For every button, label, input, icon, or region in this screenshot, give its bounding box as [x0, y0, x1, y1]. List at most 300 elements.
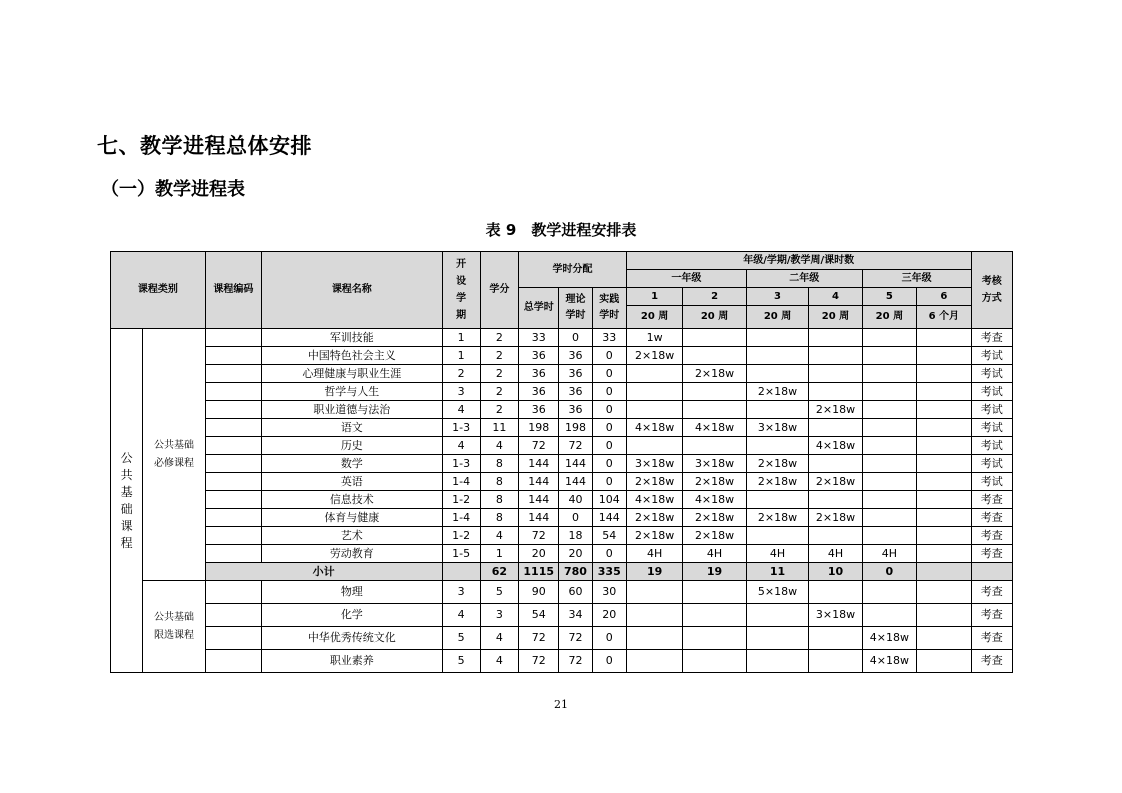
header-category: 课程类别: [111, 252, 206, 329]
header-total-hours: 总学时: [519, 288, 559, 329]
cell-s1: [626, 383, 682, 401]
cell-total: 144: [519, 491, 559, 509]
cell-s6: [917, 527, 971, 545]
cell-credit: 2: [480, 347, 518, 365]
cell-s2: [683, 604, 746, 627]
header-semester-6: 6: [917, 288, 971, 306]
course-code-cell: [205, 604, 261, 627]
header-semester-4: 4: [809, 288, 862, 306]
cell-total: 72: [519, 437, 559, 455]
cell-theory: 72: [559, 437, 592, 455]
cell-total: 20: [519, 545, 559, 563]
cell-credit: 1: [480, 545, 518, 563]
cell-term: 1-4: [442, 509, 480, 527]
cell-s2: [683, 383, 746, 401]
cell-s6: [917, 383, 971, 401]
cell-assess: 考试: [971, 419, 1012, 437]
cell-credit: 4: [480, 527, 518, 545]
course-code-cell: [205, 581, 261, 604]
cell-practice: 0: [592, 401, 626, 419]
cell-s1: [626, 604, 682, 627]
cell-practice: 0: [592, 365, 626, 383]
table-header: [111, 252, 1013, 329]
cell-s5: [862, 581, 916, 604]
cell-assess: 考试: [971, 473, 1012, 491]
cell-s5: [862, 383, 916, 401]
table-row: [111, 419, 1013, 437]
cell-s5: [862, 401, 916, 419]
cell-s6: [917, 509, 971, 527]
cell-s2: 2×18w: [683, 473, 746, 491]
cell-term: 1-2: [442, 527, 480, 545]
cell-s6: [917, 329, 971, 347]
header-weeks-1: 20 周: [626, 306, 682, 329]
cell-theory: 144: [559, 455, 592, 473]
cell-practice: 0: [592, 383, 626, 401]
course-code-cell: [205, 491, 261, 509]
cell-s1: 4×18w: [626, 491, 682, 509]
cell-s5: [862, 473, 916, 491]
cell-s6: [917, 604, 971, 627]
cell-s2: [683, 437, 746, 455]
cell-term: 1-3: [442, 455, 480, 473]
table-row: [111, 383, 1013, 401]
cell-theory: 60: [559, 581, 592, 604]
course-code-cell: [205, 473, 261, 491]
course-code-cell: [205, 437, 261, 455]
course-name-cell: 心理健康与职业生涯: [262, 365, 442, 383]
cell-theory: 18: [559, 527, 592, 545]
cell-s2: 4×18w: [683, 419, 746, 437]
header-semester-3: 3: [746, 288, 808, 306]
cell-s3: 5×18w: [746, 581, 808, 604]
cell-theory: 36: [559, 365, 592, 383]
header-semester-2: 2: [683, 288, 746, 306]
cell-practice: 0: [592, 627, 626, 650]
cell-s2: [683, 347, 746, 365]
cell-s2: [683, 650, 746, 673]
header-year3: 三年级: [862, 270, 971, 288]
cell-credit: 2: [480, 383, 518, 401]
course-name-cell: 英语: [262, 473, 442, 491]
cell-s3: 2×18w: [746, 383, 808, 401]
cell-s3: 4H: [746, 545, 808, 563]
cell-credit: 2: [480, 365, 518, 383]
header-weeks-5: 20 周: [862, 306, 916, 329]
cell-total: 72: [519, 650, 559, 673]
cell-s6: [917, 419, 971, 437]
cell-total: 144: [519, 473, 559, 491]
cell-term: 3: [442, 383, 480, 401]
cell-credit: 3: [480, 604, 518, 627]
header-semester-5: 5: [862, 288, 916, 306]
cell-s4: 4H: [809, 545, 862, 563]
subtotal-s6: [917, 563, 971, 581]
subtotal-practice: 335: [592, 563, 626, 581]
course-name-cell: 劳动教育: [262, 545, 442, 563]
subtotal-credit: 62: [480, 563, 518, 581]
header-hours-distribution: 学时分配: [519, 252, 627, 288]
cell-s5: [862, 437, 916, 455]
cell-s6: [917, 473, 971, 491]
cell-practice: 0: [592, 455, 626, 473]
cell-s3: [746, 329, 808, 347]
cell-s1: 3×18w: [626, 455, 682, 473]
subtotal-s4: 10: [809, 563, 862, 581]
cell-s3: [746, 650, 808, 673]
table-row: [111, 581, 1013, 604]
cell-s5: [862, 365, 916, 383]
table-row: [111, 347, 1013, 365]
header-weeks-2: 20 周: [683, 306, 746, 329]
cell-s5: [862, 527, 916, 545]
cell-assess: 考试: [971, 383, 1012, 401]
cell-s1: 4×18w: [626, 419, 682, 437]
cell-s1: [626, 627, 682, 650]
subtotal-s1: 19: [626, 563, 682, 581]
cell-assess: 考查: [971, 650, 1012, 673]
table-row: [111, 509, 1013, 527]
header-year1: 一年级: [626, 270, 746, 288]
course-code-cell: [205, 650, 261, 673]
cell-s2: [683, 401, 746, 419]
cell-s3: [746, 527, 808, 545]
cell-assess: 考查: [971, 509, 1012, 527]
table-row: [111, 627, 1013, 650]
course-name-cell: 艺术: [262, 527, 442, 545]
cell-theory: 72: [559, 627, 592, 650]
course-code-cell: [205, 401, 261, 419]
cell-assess: 考查: [971, 491, 1012, 509]
table-row: [111, 437, 1013, 455]
cell-theory: 36: [559, 383, 592, 401]
cell-s2: [683, 581, 746, 604]
cell-s4: [809, 347, 862, 365]
cell-theory: 40: [559, 491, 592, 509]
header-code: 课程编码: [205, 252, 261, 329]
cell-credit: 8: [480, 491, 518, 509]
page-number: 21: [554, 698, 568, 711]
cell-s3: [746, 604, 808, 627]
header-weeks-4: 20 周: [809, 306, 862, 329]
course-name-cell: 信息技术: [262, 491, 442, 509]
cell-term: 1-5: [442, 545, 480, 563]
cell-practice: 144: [592, 509, 626, 527]
cell-s6: [917, 545, 971, 563]
cell-s6: [917, 491, 971, 509]
cell-s4: 2×18w: [809, 509, 862, 527]
subcategory-restricted-elective: 公共基础限选课程: [143, 581, 205, 673]
cell-s5: 4H: [862, 545, 916, 563]
cell-term: 4: [442, 604, 480, 627]
cell-credit: 4: [480, 650, 518, 673]
course-name-cell: 化学: [262, 604, 442, 627]
cell-s4: [809, 627, 862, 650]
subtotal-s5: 0: [862, 563, 916, 581]
subtotal-term: [442, 563, 480, 581]
cell-s4: 4×18w: [809, 437, 862, 455]
table-row: [111, 455, 1013, 473]
table-row: [111, 329, 1013, 347]
cell-s4: 3×18w: [809, 604, 862, 627]
cell-term: 5: [442, 650, 480, 673]
cell-s2: [683, 329, 746, 347]
cell-s5: [862, 509, 916, 527]
course-code-cell: [205, 545, 261, 563]
cell-s4: [809, 419, 862, 437]
cell-s5: [862, 329, 916, 347]
course-name-cell: 语文: [262, 419, 442, 437]
cell-credit: 8: [480, 473, 518, 491]
header-assessment: 考核方式: [971, 252, 1012, 329]
cell-theory: 0: [559, 509, 592, 527]
header-weeks-6: 6 个月: [917, 306, 971, 329]
cell-term: 4: [442, 401, 480, 419]
cell-s2: 3×18w: [683, 455, 746, 473]
cell-s5: 4×18w: [862, 627, 916, 650]
course-code-cell: [205, 347, 261, 365]
subcategory-required: 公共基础必修课程: [143, 329, 205, 581]
subtotal-label: 小计: [205, 563, 442, 581]
cell-term: 1-2: [442, 491, 480, 509]
cell-assess: 考查: [971, 581, 1012, 604]
cell-s3: 2×18w: [746, 455, 808, 473]
cell-credit: 8: [480, 509, 518, 527]
course-code-cell: [205, 419, 261, 437]
cell-term: 3: [442, 581, 480, 604]
cell-s1: [626, 581, 682, 604]
subtotal-theory: 780: [559, 563, 592, 581]
cell-total: 54: [519, 604, 559, 627]
cell-credit: 8: [480, 455, 518, 473]
cell-s1: 2×18w: [626, 473, 682, 491]
header-practice-hours: 实践学时: [592, 288, 626, 329]
cell-practice: 0: [592, 437, 626, 455]
cell-s5: [862, 455, 916, 473]
cell-s4: [809, 383, 862, 401]
cell-total: 36: [519, 365, 559, 383]
course-code-cell: [205, 509, 261, 527]
cell-s3: [746, 347, 808, 365]
cell-s2: 2×18w: [683, 365, 746, 383]
cell-total: 36: [519, 383, 559, 401]
teaching-schedule-table: [110, 251, 1013, 673]
course-name-cell: 军训技能: [262, 329, 442, 347]
cell-assess: 考试: [971, 365, 1012, 383]
header-schedule: 年级/学期/教学周/课时数: [626, 252, 971, 270]
table-body: [111, 329, 1013, 673]
cell-total: 36: [519, 401, 559, 419]
cell-term: 4: [442, 437, 480, 455]
cell-s1: 2×18w: [626, 347, 682, 365]
cell-s2: [683, 627, 746, 650]
cell-practice: 0: [592, 650, 626, 673]
header-term: 开设学期: [442, 252, 480, 329]
cell-term: 5: [442, 627, 480, 650]
cell-total: 72: [519, 627, 559, 650]
course-name-cell: 物理: [262, 581, 442, 604]
cell-total: 90: [519, 581, 559, 604]
cell-s2: 4×18w: [683, 491, 746, 509]
cell-s1: [626, 365, 682, 383]
cell-term: 1: [442, 329, 480, 347]
cell-s4: [809, 491, 862, 509]
course-name-cell: 数学: [262, 455, 442, 473]
table-row: [111, 604, 1013, 627]
cell-s1: 2×18w: [626, 509, 682, 527]
course-name-cell: 哲学与人生: [262, 383, 442, 401]
header-credit: 学分: [480, 252, 518, 329]
cell-s6: [917, 581, 971, 604]
cell-assess: 考查: [971, 627, 1012, 650]
cell-theory: 36: [559, 401, 592, 419]
cell-s3: [746, 401, 808, 419]
cell-total: 72: [519, 527, 559, 545]
table-caption: 表 9 教学进程安排表: [485, 221, 637, 239]
course-code-cell: [205, 455, 261, 473]
cell-s6: [917, 650, 971, 673]
header-semester-1: 1: [626, 288, 682, 306]
cell-s4: [809, 581, 862, 604]
cell-total: 198: [519, 419, 559, 437]
table-row: [111, 650, 1013, 673]
course-code-cell: [205, 527, 261, 545]
cell-s3: [746, 627, 808, 650]
cell-s1: [626, 650, 682, 673]
cell-s1: 1w: [626, 329, 682, 347]
cell-term: 1: [442, 347, 480, 365]
cell-term: 2: [442, 365, 480, 383]
cell-theory: 144: [559, 473, 592, 491]
cell-total: 144: [519, 455, 559, 473]
cell-practice: 0: [592, 473, 626, 491]
cell-s6: [917, 437, 971, 455]
section-title: 七、教学进程总体安排: [97, 134, 312, 158]
cell-credit: 11: [480, 419, 518, 437]
cell-theory: 36: [559, 347, 592, 365]
cell-s2: 4H: [683, 545, 746, 563]
cell-s3: [746, 437, 808, 455]
cell-credit: 4: [480, 437, 518, 455]
cell-assess: 考查: [971, 527, 1012, 545]
header-name: 课程名称: [262, 252, 442, 329]
subtotal-total: 1115: [519, 563, 559, 581]
subtotal-row: [111, 563, 1013, 581]
cell-assess: 考试: [971, 455, 1012, 473]
cell-theory: 72: [559, 650, 592, 673]
cell-practice: 20: [592, 604, 626, 627]
cell-practice: 0: [592, 545, 626, 563]
table-row: [111, 491, 1013, 509]
cell-total: 144: [519, 509, 559, 527]
cell-s3: [746, 491, 808, 509]
subsection-title: （一）教学进程表: [101, 179, 245, 200]
cell-s3: 2×18w: [746, 509, 808, 527]
course-name-cell: 中国特色社会主义: [262, 347, 442, 365]
header-year2: 二年级: [746, 270, 862, 288]
header-theory-hours: 理论学时: [559, 288, 592, 329]
table-row: [111, 473, 1013, 491]
cell-s1: 2×18w: [626, 527, 682, 545]
cell-s6: [917, 627, 971, 650]
cell-assess: 考试: [971, 437, 1012, 455]
header-weeks-3: 20 周: [746, 306, 808, 329]
cell-s4: 2×18w: [809, 473, 862, 491]
cell-assess: 考试: [971, 347, 1012, 365]
cell-s3: 3×18w: [746, 419, 808, 437]
subtotal-s2: 19: [683, 563, 746, 581]
cell-assess: 考查: [971, 604, 1012, 627]
cell-s3: 2×18w: [746, 473, 808, 491]
course-code-cell: [205, 329, 261, 347]
cell-theory: 0: [559, 329, 592, 347]
table-row: [111, 401, 1013, 419]
course-code-cell: [205, 383, 261, 401]
cell-assess: 考试: [971, 401, 1012, 419]
cell-s1: [626, 401, 682, 419]
cell-s2: 2×18w: [683, 509, 746, 527]
cell-s2: 2×18w: [683, 527, 746, 545]
table-row: [111, 527, 1013, 545]
cell-s3: [746, 365, 808, 383]
cell-s4: 2×18w: [809, 401, 862, 419]
course-name-cell: 职业素养: [262, 650, 442, 673]
cell-theory: 20: [559, 545, 592, 563]
cell-s4: [809, 527, 862, 545]
cell-credit: 5: [480, 581, 518, 604]
cell-s1: 4H: [626, 545, 682, 563]
cell-total: 33: [519, 329, 559, 347]
cell-s5: [862, 419, 916, 437]
cell-credit: 2: [480, 329, 518, 347]
cell-theory: 34: [559, 604, 592, 627]
course-name-cell: 职业道德与法治: [262, 401, 442, 419]
cell-s6: [917, 347, 971, 365]
cell-assess: 考查: [971, 329, 1012, 347]
cell-practice: 30: [592, 581, 626, 604]
cell-practice: 104: [592, 491, 626, 509]
cell-practice: 0: [592, 347, 626, 365]
course-code-cell: [205, 627, 261, 650]
cell-s6: [917, 401, 971, 419]
cell-s1: [626, 437, 682, 455]
cell-s5: 4×18w: [862, 650, 916, 673]
table-row: [111, 365, 1013, 383]
cell-s4: [809, 455, 862, 473]
course-name-cell: 体育与健康: [262, 509, 442, 527]
cell-theory: 198: [559, 419, 592, 437]
cell-term: 1-3: [442, 419, 480, 437]
cell-s4: [809, 650, 862, 673]
cell-s5: [862, 491, 916, 509]
subtotal-s3: 11: [746, 563, 808, 581]
subtotal-assess: [971, 563, 1012, 581]
category-public-foundation: 公共基础课程: [111, 329, 143, 673]
course-name-cell: 历史: [262, 437, 442, 455]
cell-credit: 2: [480, 401, 518, 419]
cell-s6: [917, 365, 971, 383]
cell-s5: [862, 604, 916, 627]
cell-s4: [809, 365, 862, 383]
cell-practice: 33: [592, 329, 626, 347]
cell-practice: 0: [592, 419, 626, 437]
cell-s4: [809, 329, 862, 347]
cell-credit: 4: [480, 627, 518, 650]
course-name-cell: 中华优秀传统文化: [262, 627, 442, 650]
course-code-cell: [205, 365, 261, 383]
cell-practice: 54: [592, 527, 626, 545]
cell-s6: [917, 455, 971, 473]
